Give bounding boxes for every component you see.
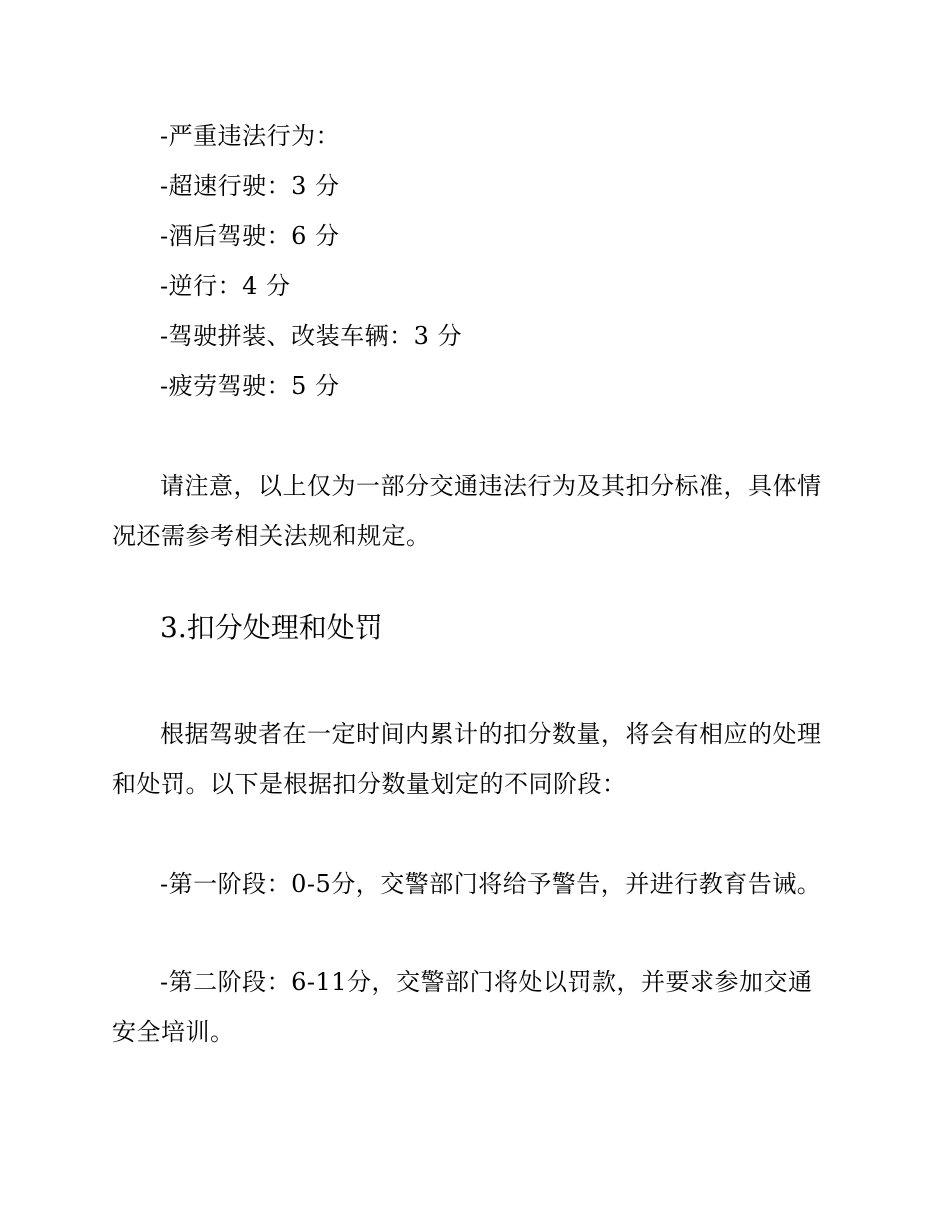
list-item-speeding: -超速行驶：3 分 [160,172,340,200]
stage-two-paragraph-line-2: 安全培训。 [112,1018,235,1046]
section-heading: 3.扣分处理和处罚 [160,611,383,644]
note-paragraph-line-2: 况还需参考相关法规和规定。 [112,522,431,550]
note-paragraph-line-1: 请注意，以上仅为一部分交通违法行为及其扣分标准，具体情 [160,472,822,500]
list-item-wrong-way: -逆行：4 分 [160,272,291,300]
list-item-drunk-driving: -酒后驾驶：6 分 [160,222,340,250]
intro-paragraph-line-2: 和处罚。以下是根据扣分数量划定的不同阶段： [112,770,627,798]
stage-one-paragraph: -第一阶段：0-5分，交警部门将给予警告，并进行教育告诫。 [160,870,822,898]
intro-paragraph-line-1: 根据驾驶者在一定时间内累计的扣分数量，将会有相应的处理 [160,720,822,748]
list-item-fatigue-driving: -疲劳驾驶：5 分 [160,372,340,400]
stage-two-paragraph-line-1: -第二阶段：6-11分，交警部门将处以罚款，并要求参加交通 [160,968,813,996]
list-item-serious-violations: -严重违法行为： [160,122,341,150]
list-item-modified-vehicle: -驾驶拼装、改装车辆：3 分 [160,322,463,350]
